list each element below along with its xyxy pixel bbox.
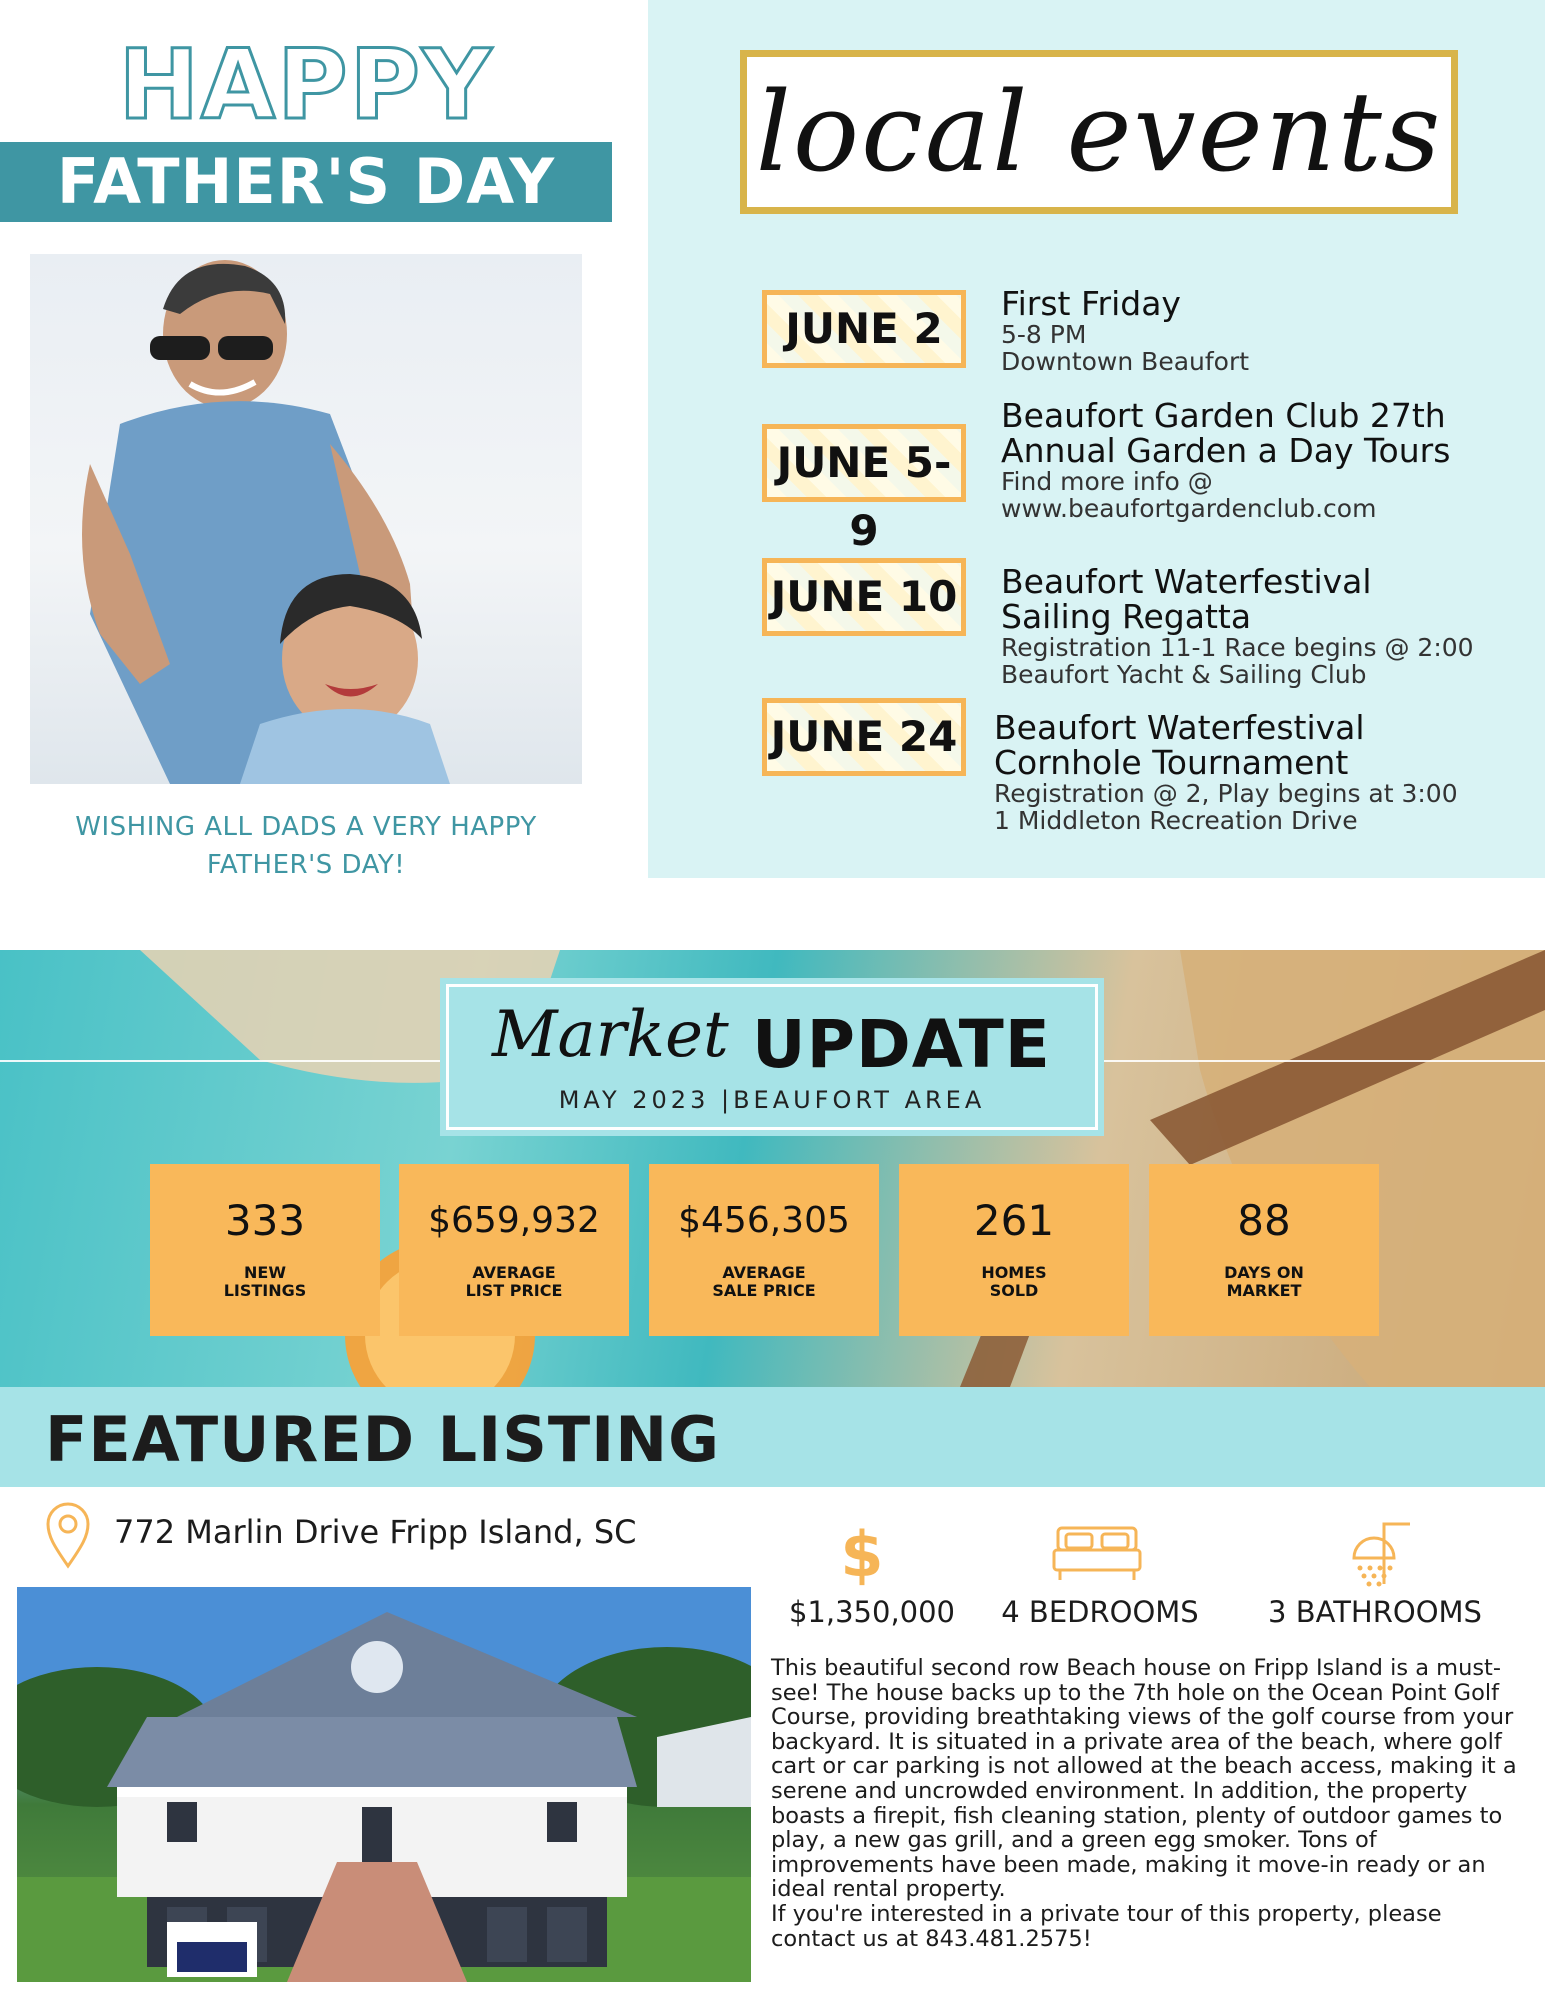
bed-icon (1052, 1522, 1142, 1586)
stat-value: 333 (224, 1196, 306, 1245)
event-details (1001, 286, 1249, 375)
shower-icon (1344, 1518, 1414, 1592)
fathers-day-banner: FATHER'S DAY (0, 142, 612, 222)
listing-bathrooms: 3 BATHROOMS (1268, 1595, 1482, 1629)
stat-value: $659,932 (428, 1200, 600, 1241)
listing-description (771, 1656, 1527, 1951)
event-info: Find more info @ (1001, 467, 1213, 496)
event-title: Beaufort Waterfestival (994, 708, 1365, 747)
event-website[interactable]: www.beaufortgardenclub.com (1001, 494, 1377, 523)
stat-label: DAYS ON MARKET (1224, 1263, 1304, 1300)
listing-contact-text: If you're interested in a private tour of this property, please contact us at 843.481.2575! (771, 1900, 1442, 1952)
event-time: Registration 11-1 Race begins @ 2:00 (1001, 633, 1474, 662)
stat-value: 88 (1237, 1196, 1291, 1245)
stat-label: AVERAGE LIST PRICE (465, 1263, 563, 1300)
stat-label: NEW LISTINGS (223, 1263, 307, 1300)
beach-house-illustration (17, 1587, 751, 1982)
stat-card-days-on-market (1149, 1164, 1379, 1336)
event-title: Beaufort Garden Club 27th (1001, 396, 1446, 435)
local-events-title: local events (755, 68, 1443, 196)
event-location: 1 Middleton Recreation Drive (994, 806, 1358, 835)
event-title: Sailing Regatta (1001, 597, 1252, 636)
stat-card-average-list-price (399, 1164, 629, 1336)
event-title: First Friday (1001, 284, 1181, 323)
father-son-photo (30, 254, 582, 784)
event-date: JUNE 5-9 (762, 424, 966, 502)
event-date: JUNE 2 (762, 290, 966, 368)
featured-listing-heading: FEATURED LISTING (45, 1403, 721, 1476)
fathers-day-wish: WISHING ALL DADS A VERY HAPPY FATHER'S DAY! (75, 812, 537, 880)
event-details (1001, 398, 1450, 522)
listing-description-text: This beautiful second row Beach house on Fripp Island is a must-see! The house backs up to the 7th hole on the Ocean Point Golf Course, providing breathtaking views of the golf course from your backyard. It is situated in a private area of the beach, where golf cart or car parking is not allowed at the beach access, making it a serene and uncrowded environment. In addition, the property boasts a firepit, fish cleaning station, plenty of outdoor games to play, a new gas grill, and a green egg smoker. Tons of improvements have been made, making it move-in ready or an ideal rental property. (771, 1655, 1517, 1903)
listing-bedrooms: 4 BEDROOMS (1001, 1595, 1199, 1629)
event-title: Annual Garden a Day Tours (1001, 431, 1451, 470)
svg-text:$: $ (840, 1522, 884, 1586)
dollar-icon (838, 1522, 886, 1590)
market-script-word: Market (492, 998, 729, 1072)
event-title: Cornhole Tournament (994, 743, 1349, 782)
event-date: JUNE 24 (762, 698, 966, 776)
stat-card-average-sale-price (649, 1164, 879, 1336)
stat-label: AVERAGE SALE PRICE (712, 1263, 816, 1300)
stat-card-homes-sold (899, 1164, 1129, 1336)
event-time: Registration @ 2, Play begins at 3:00 (994, 779, 1458, 808)
stat-value: $456,305 (678, 1200, 850, 1241)
location-pin-icon (44, 1500, 92, 1574)
event-location: Beaufort Yacht & Sailing Club (1001, 660, 1367, 689)
happy-heading: HAPPY (118, 29, 494, 141)
father-son-illustration (30, 254, 582, 784)
event-title: Beaufort Waterfestival (1001, 562, 1372, 601)
event-date: JUNE 10 (762, 558, 966, 636)
listing-price: $1,350,000 (788, 1595, 956, 1629)
event-location: Downtown Beaufort (1001, 347, 1250, 376)
listing-house-photo (17, 1587, 751, 1982)
event-details (1001, 564, 1474, 688)
event-details (994, 710, 1458, 834)
event-time: 5-8 PM (1001, 320, 1087, 349)
market-update-subtitle: MAY 2023 |BEAUFORT AREA (558, 1086, 986, 1114)
stat-card-new-listings (150, 1164, 380, 1336)
stat-label: HOMES SOLD (981, 1263, 1047, 1300)
stat-value: 261 (973, 1196, 1055, 1245)
market-update-title: UPDATE (752, 1006, 1051, 1083)
listing-address: 772 Marlin Drive Fripp Island, SC (114, 1513, 637, 1551)
